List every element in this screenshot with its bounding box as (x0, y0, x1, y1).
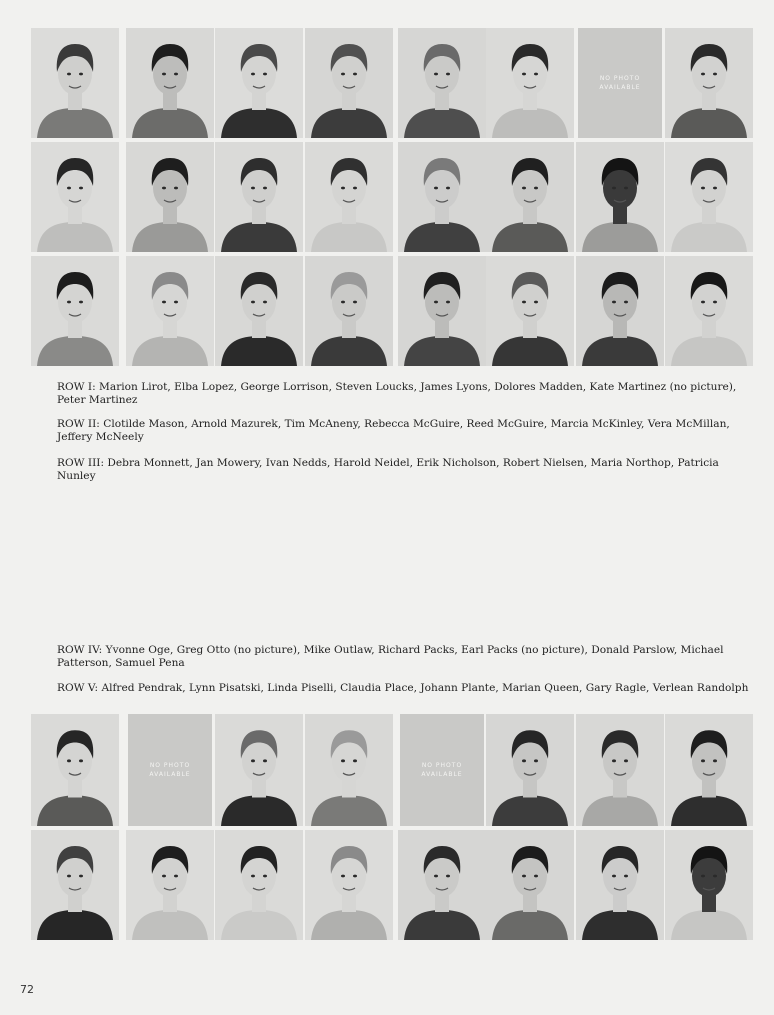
student-photo (486, 256, 574, 366)
student-photo (486, 142, 574, 252)
student-photo (576, 142, 664, 252)
student-photo (215, 830, 303, 940)
student-photo (126, 142, 214, 252)
student-photo (486, 830, 574, 940)
portrait-photo (576, 714, 664, 826)
student-photo (215, 142, 303, 252)
portrait-photo (305, 830, 393, 940)
portrait-photo (31, 830, 119, 940)
student-photo (665, 142, 753, 252)
portrait-photo (486, 830, 574, 940)
student-photo (576, 714, 664, 826)
caption-row-3: ROW III: Debra Monnett, Jan Mowery, Ivan Nedds, Harold Neidel, Erik Nicholson, Robert Nielsen, Maria Northop, Patricia Nunley (57, 457, 719, 483)
no-photo-label: NO PHOTO AVAILABLE (599, 75, 641, 91)
student-photo (126, 28, 214, 138)
portrait-photo (126, 142, 214, 252)
portrait-photo (31, 256, 119, 366)
portrait-photo (305, 714, 393, 826)
student-photo (215, 714, 303, 826)
no-photo-placeholder (128, 714, 212, 826)
portrait-photo (398, 830, 486, 940)
portrait-photo (305, 142, 393, 252)
caption-row-1: ROW I: Marion Lirot, Elba Lopez, George Lorrison, Steven Loucks, James Lyons, Dolores Madden, Kate Martinez (no picture), Peter Martinez (57, 381, 737, 407)
student-photo (126, 256, 214, 366)
portrait-photo (398, 28, 486, 138)
portrait-photo (576, 142, 664, 252)
portrait-photo (486, 28, 574, 138)
student-photo (665, 256, 753, 366)
student-photo (305, 256, 393, 366)
portrait-photo (126, 28, 214, 138)
portrait-photo (486, 142, 574, 252)
portrait-photo (215, 830, 303, 940)
portrait-photo (398, 142, 486, 252)
no-photo-placeholder (400, 714, 484, 826)
student-photo (576, 830, 664, 940)
student-photo (665, 714, 753, 826)
portrait-photo (486, 256, 574, 366)
no-photo-placeholder (578, 28, 662, 138)
student-photo (31, 256, 119, 366)
student-photo (31, 28, 119, 138)
portrait-photo (126, 256, 214, 366)
student-photo (31, 142, 119, 252)
student-photo (665, 830, 753, 940)
student-photo (305, 714, 393, 826)
portrait-photo (31, 28, 119, 138)
portrait-photo (665, 830, 753, 940)
caption-row-2: ROW II: Clotilde Mason, Arnold Mazurek, Tim McAneny, Rebecca McGuire, Reed McGuire, Marcia McKinley, Vera McMillan, Jeffery McNeely (57, 418, 730, 444)
portrait-photo (665, 256, 753, 366)
portrait-photo (665, 28, 753, 138)
portrait-photo (665, 142, 753, 252)
student-photo (486, 28, 574, 138)
portrait-photo (215, 142, 303, 252)
caption-row-5: ROW V: Alfred Pendrak, Lynn Pisatski, Linda Piselli, Claudia Place, Johann Plante, Marian Queen, Gary Ragle, Verlean Randolph (57, 682, 749, 694)
student-photo (31, 830, 119, 940)
portrait-photo (305, 256, 393, 366)
portrait-photo (576, 256, 664, 366)
portrait-photo (215, 28, 303, 138)
portrait-photo (31, 714, 119, 826)
caption-row-4: ROW IV: Yvonne Oge, Greg Otto (no picture), Mike Outlaw, Richard Packs, Earl Packs (no picture), Donald Parslow, Michael Patterson, Samuel Pena (57, 644, 724, 670)
portrait-photo (486, 714, 574, 826)
no-photo-label: NO PHOTO AVAILABLE (149, 762, 191, 778)
student-photo (665, 28, 753, 138)
student-photo (215, 28, 303, 138)
student-photo (398, 256, 486, 366)
portrait-photo (31, 142, 119, 252)
student-photo (305, 28, 393, 138)
student-photo (305, 142, 393, 252)
portrait-photo (305, 28, 393, 138)
student-photo (486, 714, 574, 826)
portrait-photo (665, 714, 753, 826)
student-photo (398, 142, 486, 252)
student-photo (305, 830, 393, 940)
portrait-photo (398, 256, 486, 366)
portrait-photo (215, 714, 303, 826)
student-photo (215, 256, 303, 366)
student-photo (576, 256, 664, 366)
portrait-photo (126, 830, 214, 940)
student-photo (126, 830, 214, 940)
no-photo-label: NO PHOTO AVAILABLE (421, 762, 463, 778)
student-photo (398, 830, 486, 940)
student-photo (398, 28, 486, 138)
portrait-photo (576, 830, 664, 940)
page-number: 72 (20, 983, 34, 996)
portrait-photo (215, 256, 303, 366)
student-photo (31, 714, 119, 826)
